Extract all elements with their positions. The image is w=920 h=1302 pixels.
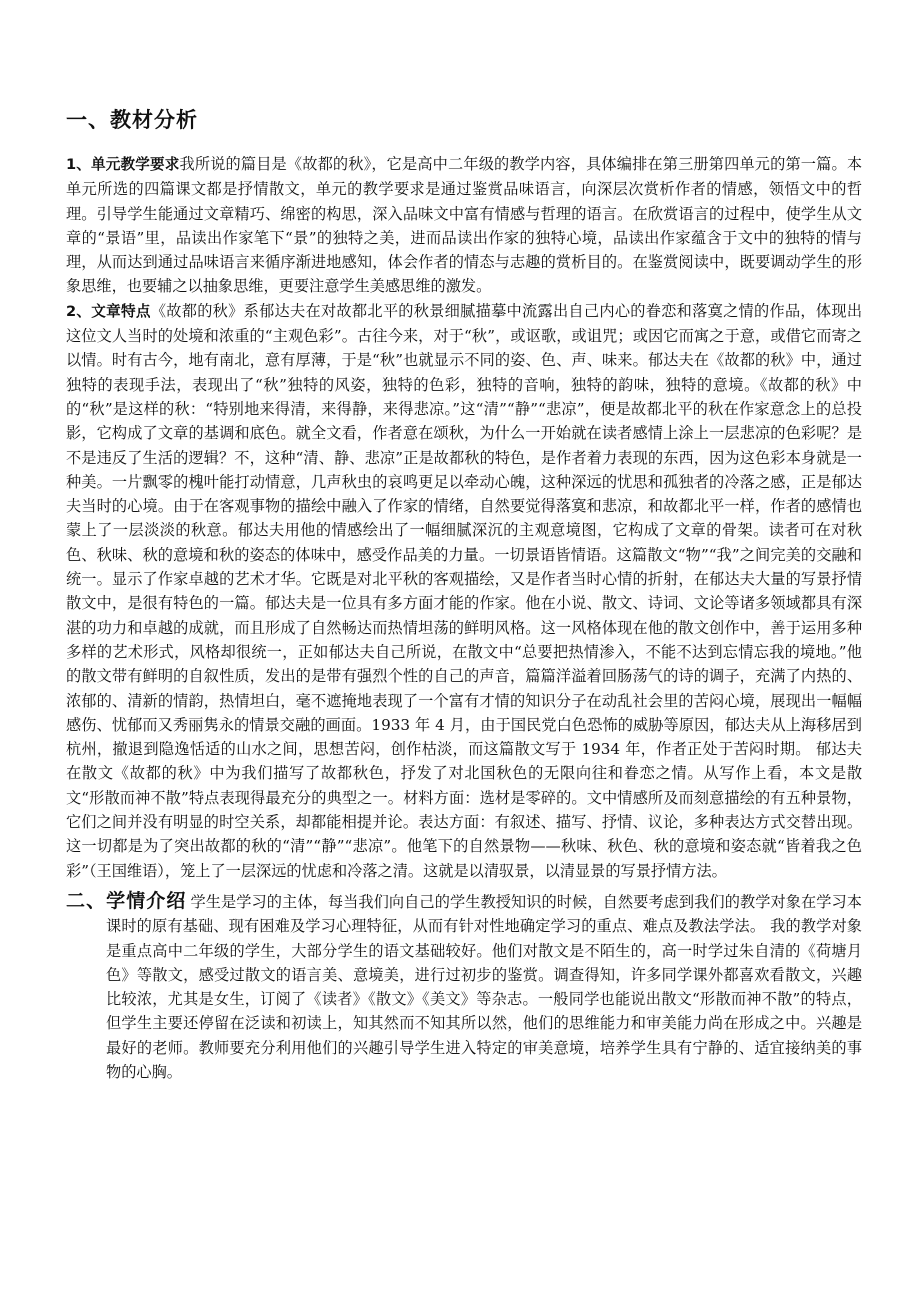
section2-paragraph [66,889,862,1084]
section1-item2-label: 2、文章特点 [66,302,151,320]
section2-heading: 二、学情介绍 [66,889,187,912]
section1-item1-label: 1、单元教学要求 [66,156,180,173]
section1-item2-text: 《故都的秋》系郁达夫在对故都北平的秋景细腻描摹中流露出自己内心的眷恋和落寞之情的作品，体现出这位文人当时的处境和浓重的“主观色彩”。古往今来，对于“秋”，或讴歌，或诅咒；或因它而寓之于意，或借它而寄之以情。时有古今，地有南北，意有厚薄，于是“秋”也就显示不同的姿、色、声、味来。郁达夫在《故都的秋》中，通过独特的表现手法，表现出了“秋”独特的风姿，独特的色彩，独特的音响，独特的韵味，独特的意境。《故都的秋》中的“秋”是这样的秋：“特别地来得清，来得静，来得悲凉。”这“清”“静”“悲凉”，便是故都北平的秋在作家意念上的总投影，它构成了文章的基调和底色。就全文看，作者意在颂秋，为什么一开始就在读者感情上涂上一层悲凉的色彩呢？是不是违反了生活的逻辑？不，这种“清、静、悲凉”正是故都秋的特色，是作者着力表现的东西，因为这色彩本身就是一种美。一片飘零的槐叶能打动情意，几声秋虫的哀鸣更足以牵动心魄，这种深远的忧思和孤独者的冷落之感，正是郁达夫当时的心境。由于在客观事物的描绘中融入了作家的情绪，自然要觉得落寞和悲凉，和故都北平一样，作者的感情也蒙上了一层淡淡的秋意。郁达夫用他的情感绘出了一幅细腻深沉的主观意境图，它构成了文章的骨架。读者可在对秋色、秋味、秋的意境和秋的姿态的体味中，感受作品美的力量。一切景语皆情语。这篇散文“物”“我”之间完美的交融和统一。显示了作家卓越的艺术才华。它既是对北平秋的客观描绘，又是作者当时心情的折射，在郁达夫大量的写景抒情散文中，是很有特色的一篇。郁达夫是一位具有多方面才能的作家。他在小说、散文、诗词、文论等诸多领域都具有深湛的功力和卓越的成就，而且形成了自然畅达而热情坦荡的鲜明风格。这一风格体现在他的散文创作中，善于运用多种多样的艺术形式，风格却很统一，正如郁达夫自己所说，在散文中“总要把热情渗入，不能不达到忘情忘我的境地。”他的散文带有鲜明的自叙性质，发出的是带有强烈个性的自己的声音，篇篇洋溢着回肠荡气的诗的调子，充满了内热的、浓郁的、清新的情韵，热情坦白，毫不遮掩地表现了一个富有才情的知识分子在动乱社会里的苦闷心境，展现出一幅幅感伤、忧郁而又秀丽隽永的情景交融的画面。1933 年 4 月，由于国民党白色恐怖的威胁等原因，郁达夫从上海移居到杭州，撤退到隐逸恬适的山水之间，思想苦闷，创作枯淡，而这篇散文写于 1934 年，作者正处于苦闷时期。 郁达夫在散文《故都的秋》中为我们描写了故都秋色，抒发了对北国秋色的无限向往和眷恋之情。从写作上看，本文是散文“形散而神不散”特点表现得最充分的典型之一。材料方面：选材是零碎的。文中情感所及而刻意描绘的有五种景物，它们之间并没有明显的时空关系，却都能相提并论。表达方面：有叙述、描写、抒情、议论，多种表达方式交替出现。这一切都是为了突出故都的秋的“清”“静”“悲凉”。他笔下的自然景物——秋味、秋色、秋的意境和姿态就“皆着我之色彩”（王国维语），笼上了一层深远的忧虑和冷落之清。这就是以清驭景，以清显景的写景抒情方法。 [66,301,863,880]
section2-text: 学生是学习的主体，每当我们向自己的学生教授知识的时候，自然要考虑到我们的教学对象在学习本课时的原有基础、现有困难及学习心理特征，从而有针对性地确定学习的重点、难点及教法学法。 我的教学对象是重点高中二年级的学生，大部分学生的语文基础较好。他们对散文是不陌生的，高一时学过朱自清的《荷塘月色》等散文，感受过散文的语言美、意境美，进行过初步的鉴赏。调查得知，许多同学课外都喜欢看散文，兴趣比较浓，尤其是女生，订阅了《读者》《散文》《美文》等杂志。一般同学也能说出散文“形散而神不散”的特点，但学生主要还停留在泛读和初读上，知其然而不知其所以然，他们的思维能力和审美能力尚在形成之中。兴趣是最好的老师。教师要充分利用他们的兴趣引导学生进入特定的审美意境，培养学生具有宁静的、适宜接纳美的事物的心胸。 [106,892,862,1081]
section1-item1-text: 我所说的篇目是《故都的秋》，它是高中二年级的教学内容，具体编排在第三册第四单元的第一篇。本单元所选的四篇课文都是抒情散文，单元的教学要求是通过鉴赏品味语言，向深层次赏析作者的情感，领悟文中的哲理。引导学生能通过文章精巧、绵密的构思，深入品味文中富有情感与哲理的语言。在欣赏语言的过程中，使学生从文章的“景语”里，品读出作家笔下“景”的独特之美，进而品读出作家的独特心境，品读出作家蕴含于文中的独特的情与理，从而达到通过品味语言来循序渐进地感知，体会作者的情态与志趣的赏析目的。在鉴赏阅读中，既要调动学生的形象思维，也要辅之以抽象思维，更要注意学生美感思维的激发。 [66,155,863,296]
section1-heading: 一、教材分析 [66,108,198,132]
section1-item1-paragraph [66,152,862,299]
section2-block [66,889,862,1084]
section1-item2-paragraph [66,299,862,883]
